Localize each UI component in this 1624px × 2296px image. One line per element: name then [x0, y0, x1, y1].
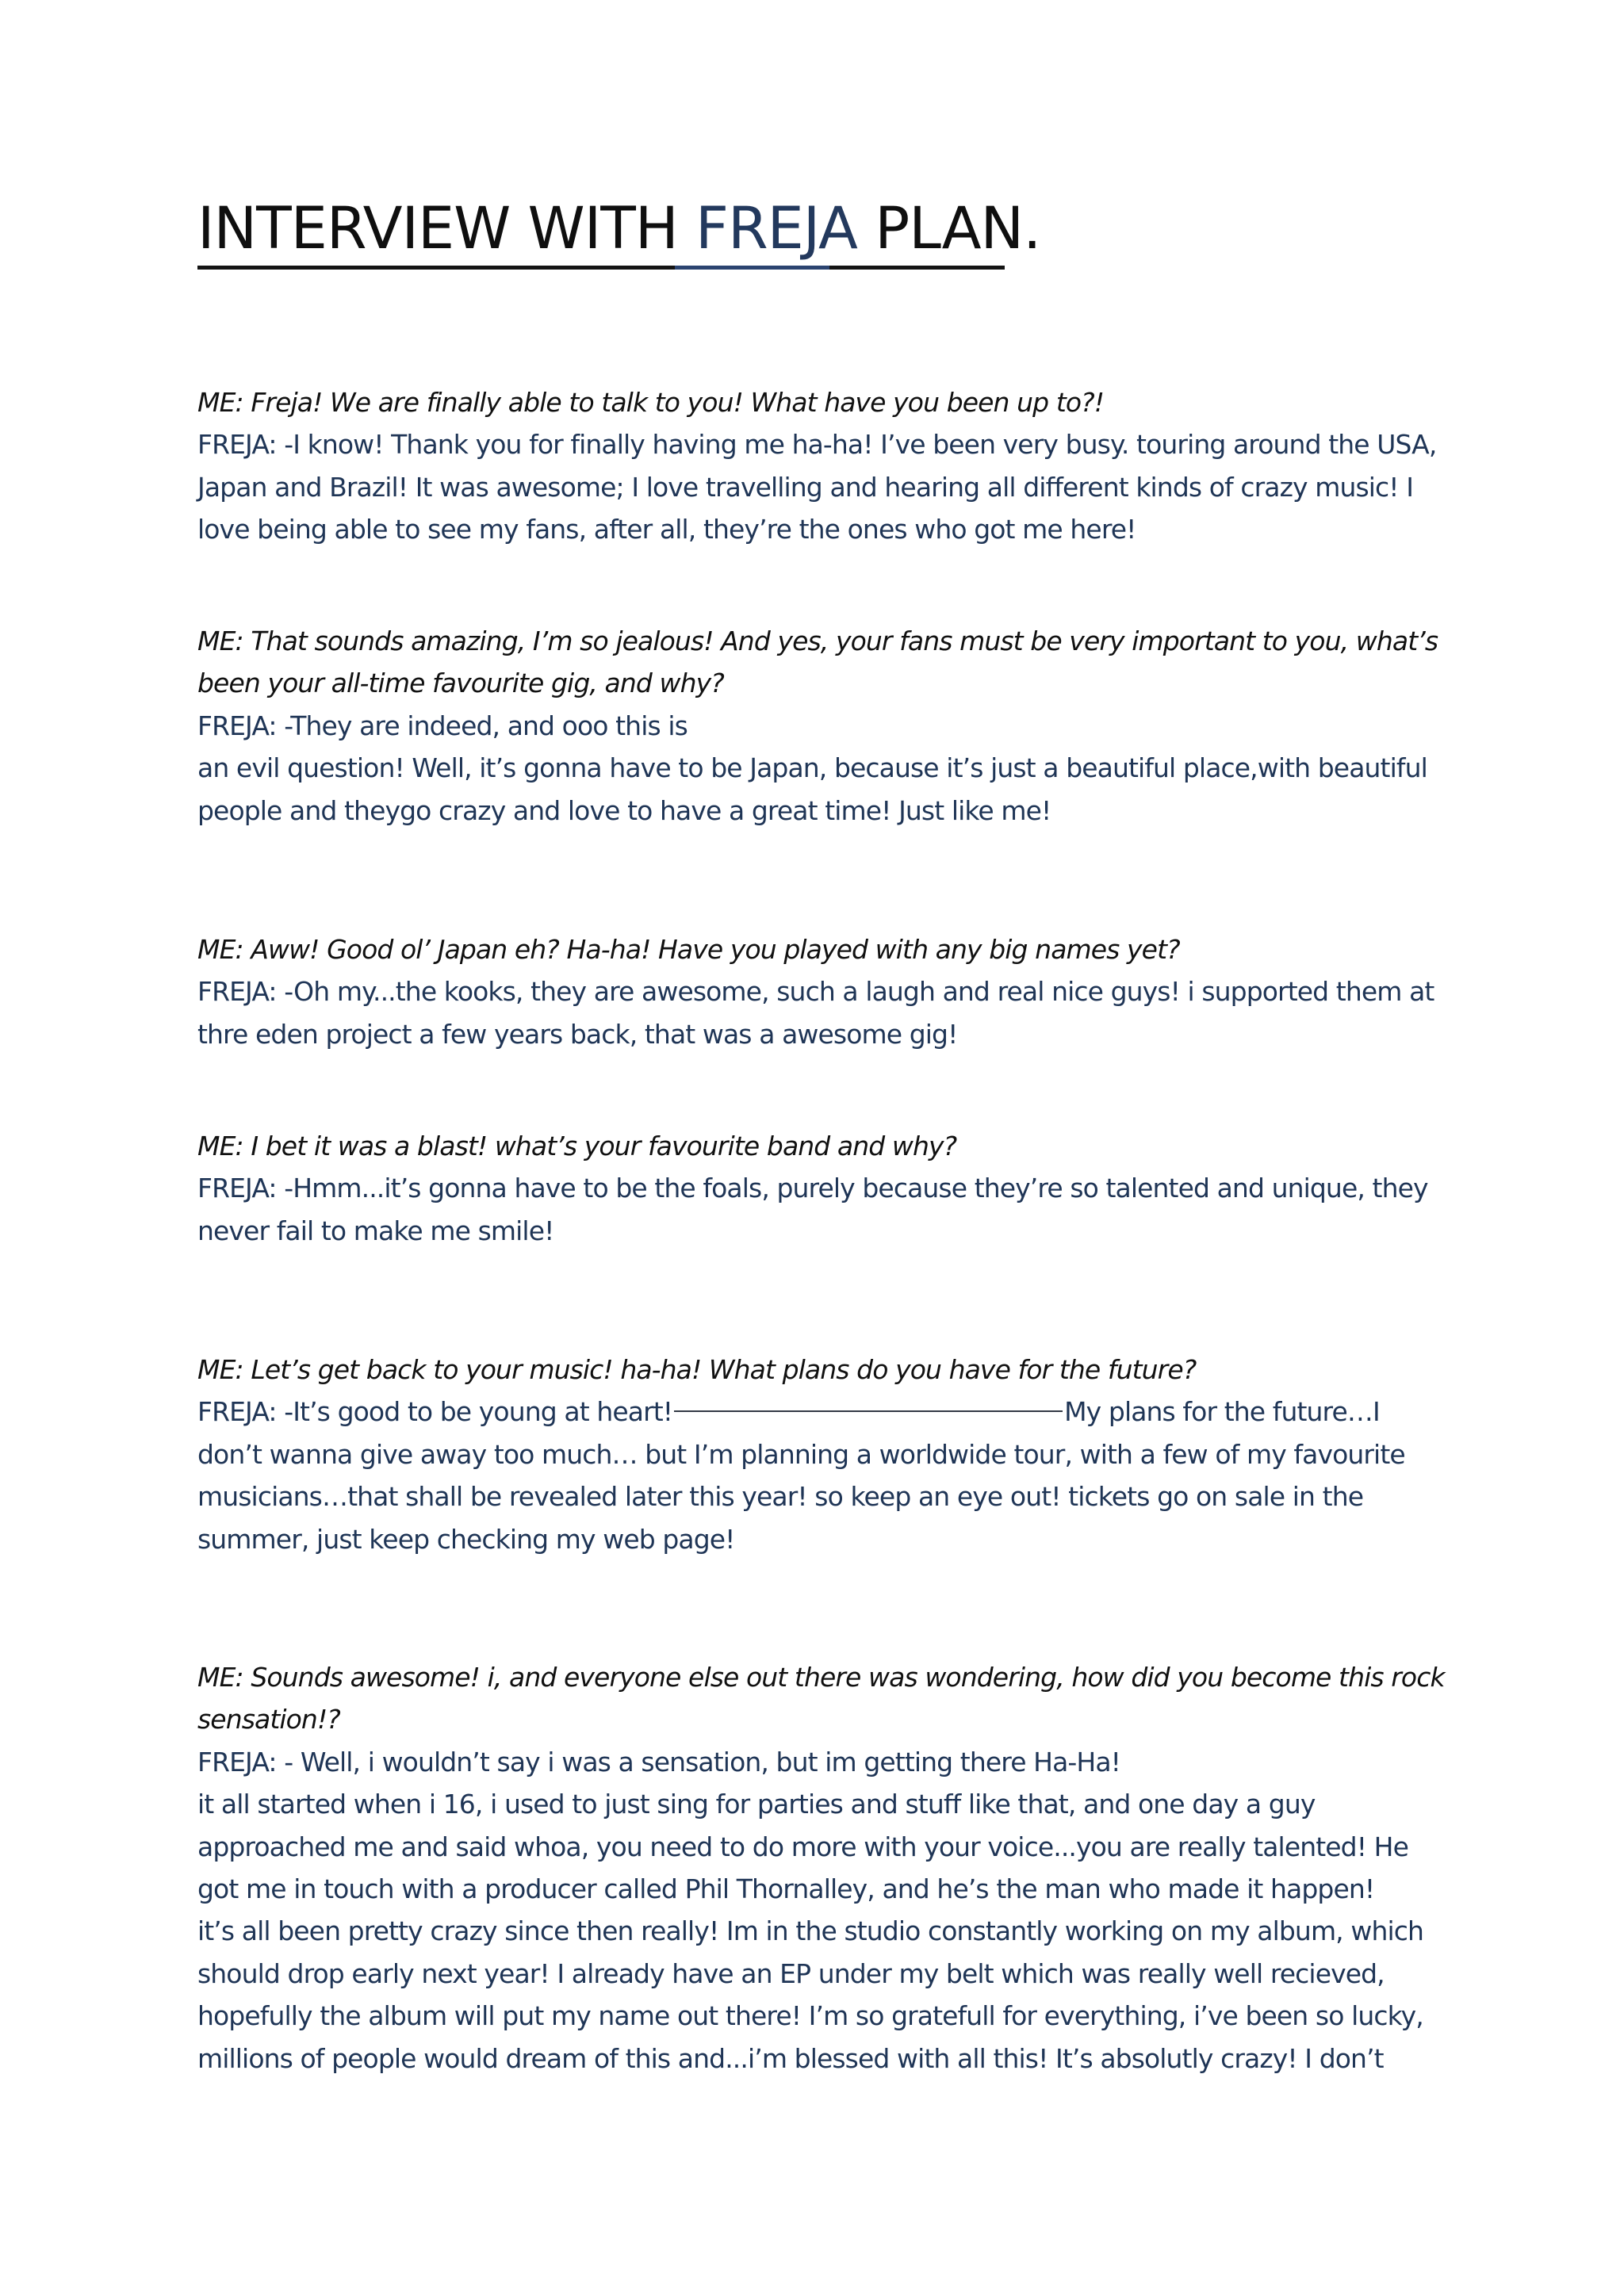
qa-block-5 — [197, 1349, 1434, 1560]
answer-line: FREJA: -They are indeed, and ooo this is — [197, 710, 688, 741]
inline-rule — [674, 1410, 1063, 1412]
answer-line: love being able to see my fans, after all, they’re the ones who got me here! — [197, 514, 1136, 545]
answer-line: it all started when i 16, i used to just sing for parties and stuff like that, and one day a guy — [197, 1789, 1316, 1820]
qa-block-2 — [197, 620, 1438, 832]
qa-block-4 — [197, 1125, 1434, 1252]
answer-line: it’s all been pretty crazy since then really! Im in the studio constantly working on my album, which — [197, 1915, 1423, 1947]
answer-line: millions of people would dream of this and...i’m blessed with all this! It’s absolutly crazy! I don’t — [197, 2042, 1384, 2074]
document-title — [197, 195, 1041, 262]
answer-line: an evil question! Well, it’s gonna have to be Japan, because it’s just a beautiful place,with beautiful — [197, 752, 1427, 784]
answer-line: summer, just keep checking my web page! — [197, 1523, 735, 1555]
answer-line: FREJA: -I know! Thank you for finally having me ha-ha! I’ve been very busy. touring around the USA, — [197, 429, 1437, 461]
answer-line: approached me and said whoa, you need to do more with your voice...you are really talented! He — [197, 1831, 1408, 1862]
answer-line — [197, 1391, 1434, 1433]
answer-line: hopefully the album will put my name out there! I’m so gratefull for everything, i’ve been so lucky, — [197, 2000, 1423, 2032]
answer-line: should drop early next year! I already have an EP under my belt which was really well recieved, — [197, 1957, 1385, 1989]
answer-line: people and theygo crazy and love to have a great time! Just like me! — [197, 794, 1051, 826]
answer-line: never fail to make me smile! — [197, 1215, 554, 1246]
qa-block-3 — [197, 928, 1434, 1055]
title-name: FREJA — [695, 195, 857, 262]
answer-line: Japan and Brazil! It was awesome; I love travelling and hearing all different kinds of crazy music! I — [197, 471, 1414, 503]
question-line: ME: Let’s get back to your music! ha-ha! What plans do you have for the future? — [197, 1354, 1197, 1385]
answer-line-left: FREJA: -It’s good to be young at heart! — [197, 1396, 673, 1428]
answer-line: FREJA: -Hmm...it’s gonna have to be the foals, purely because they’re so talented and unique, they — [197, 1173, 1428, 1204]
qa-block-1 — [197, 381, 1437, 551]
answer-line: got me in touch with a producer called Phil Thornalley, and he’s the man who made it happen! — [197, 1873, 1375, 1904]
title-underline — [197, 266, 1005, 270]
title-suffix: PLAN. — [857, 195, 1041, 262]
answer-line: FREJA: -Oh my...the kooks, they are awesome, such a laugh and real nice guys! i supported them at — [197, 976, 1434, 1008]
question-line: been your all-time favourite gig, and why? — [197, 668, 724, 699]
answer-line: FREJA: - Well, i wouldn’t say i was a sensation, but im getting there Ha-Ha! — [197, 1746, 1120, 1777]
question-line: ME: Sounds awesome! i, and everyone else out there was wondering, how did you become this rock — [197, 1662, 1445, 1693]
answer-line: don’t wanna give away too much… but I’m planning a worldwide tour, with a few of my favourite — [197, 1438, 1405, 1470]
title-prefix: INTERVIEW WITH — [197, 195, 695, 262]
question-line: sensation!? — [197, 1704, 340, 1735]
answer-line: thre eden project a few years back, that was a awesome gig! — [197, 1018, 958, 1050]
answer-line: musicians…that shall be revealed later this year! so keep an eye out! tickets go on sale in the — [197, 1481, 1364, 1513]
title-underline-accent — [675, 266, 829, 270]
question-line: ME: I bet it was a blast! what’s your favourite band and why? — [197, 1131, 957, 1161]
question-line: ME: Freja! We are finally able to talk to you! What have you been up to?! — [197, 387, 1105, 418]
question-line: ME: Aww! Good ol’ Japan eh? Ha-ha! Have you played with any big names yet? — [197, 934, 1180, 965]
answer-line-right: My plans for the future…I — [1064, 1396, 1380, 1428]
question-line: ME: That sounds amazing, I’m so jealous! And yes, your fans must be very important to you, what’s — [197, 626, 1438, 656]
qa-block-6 — [197, 1656, 1445, 2080]
